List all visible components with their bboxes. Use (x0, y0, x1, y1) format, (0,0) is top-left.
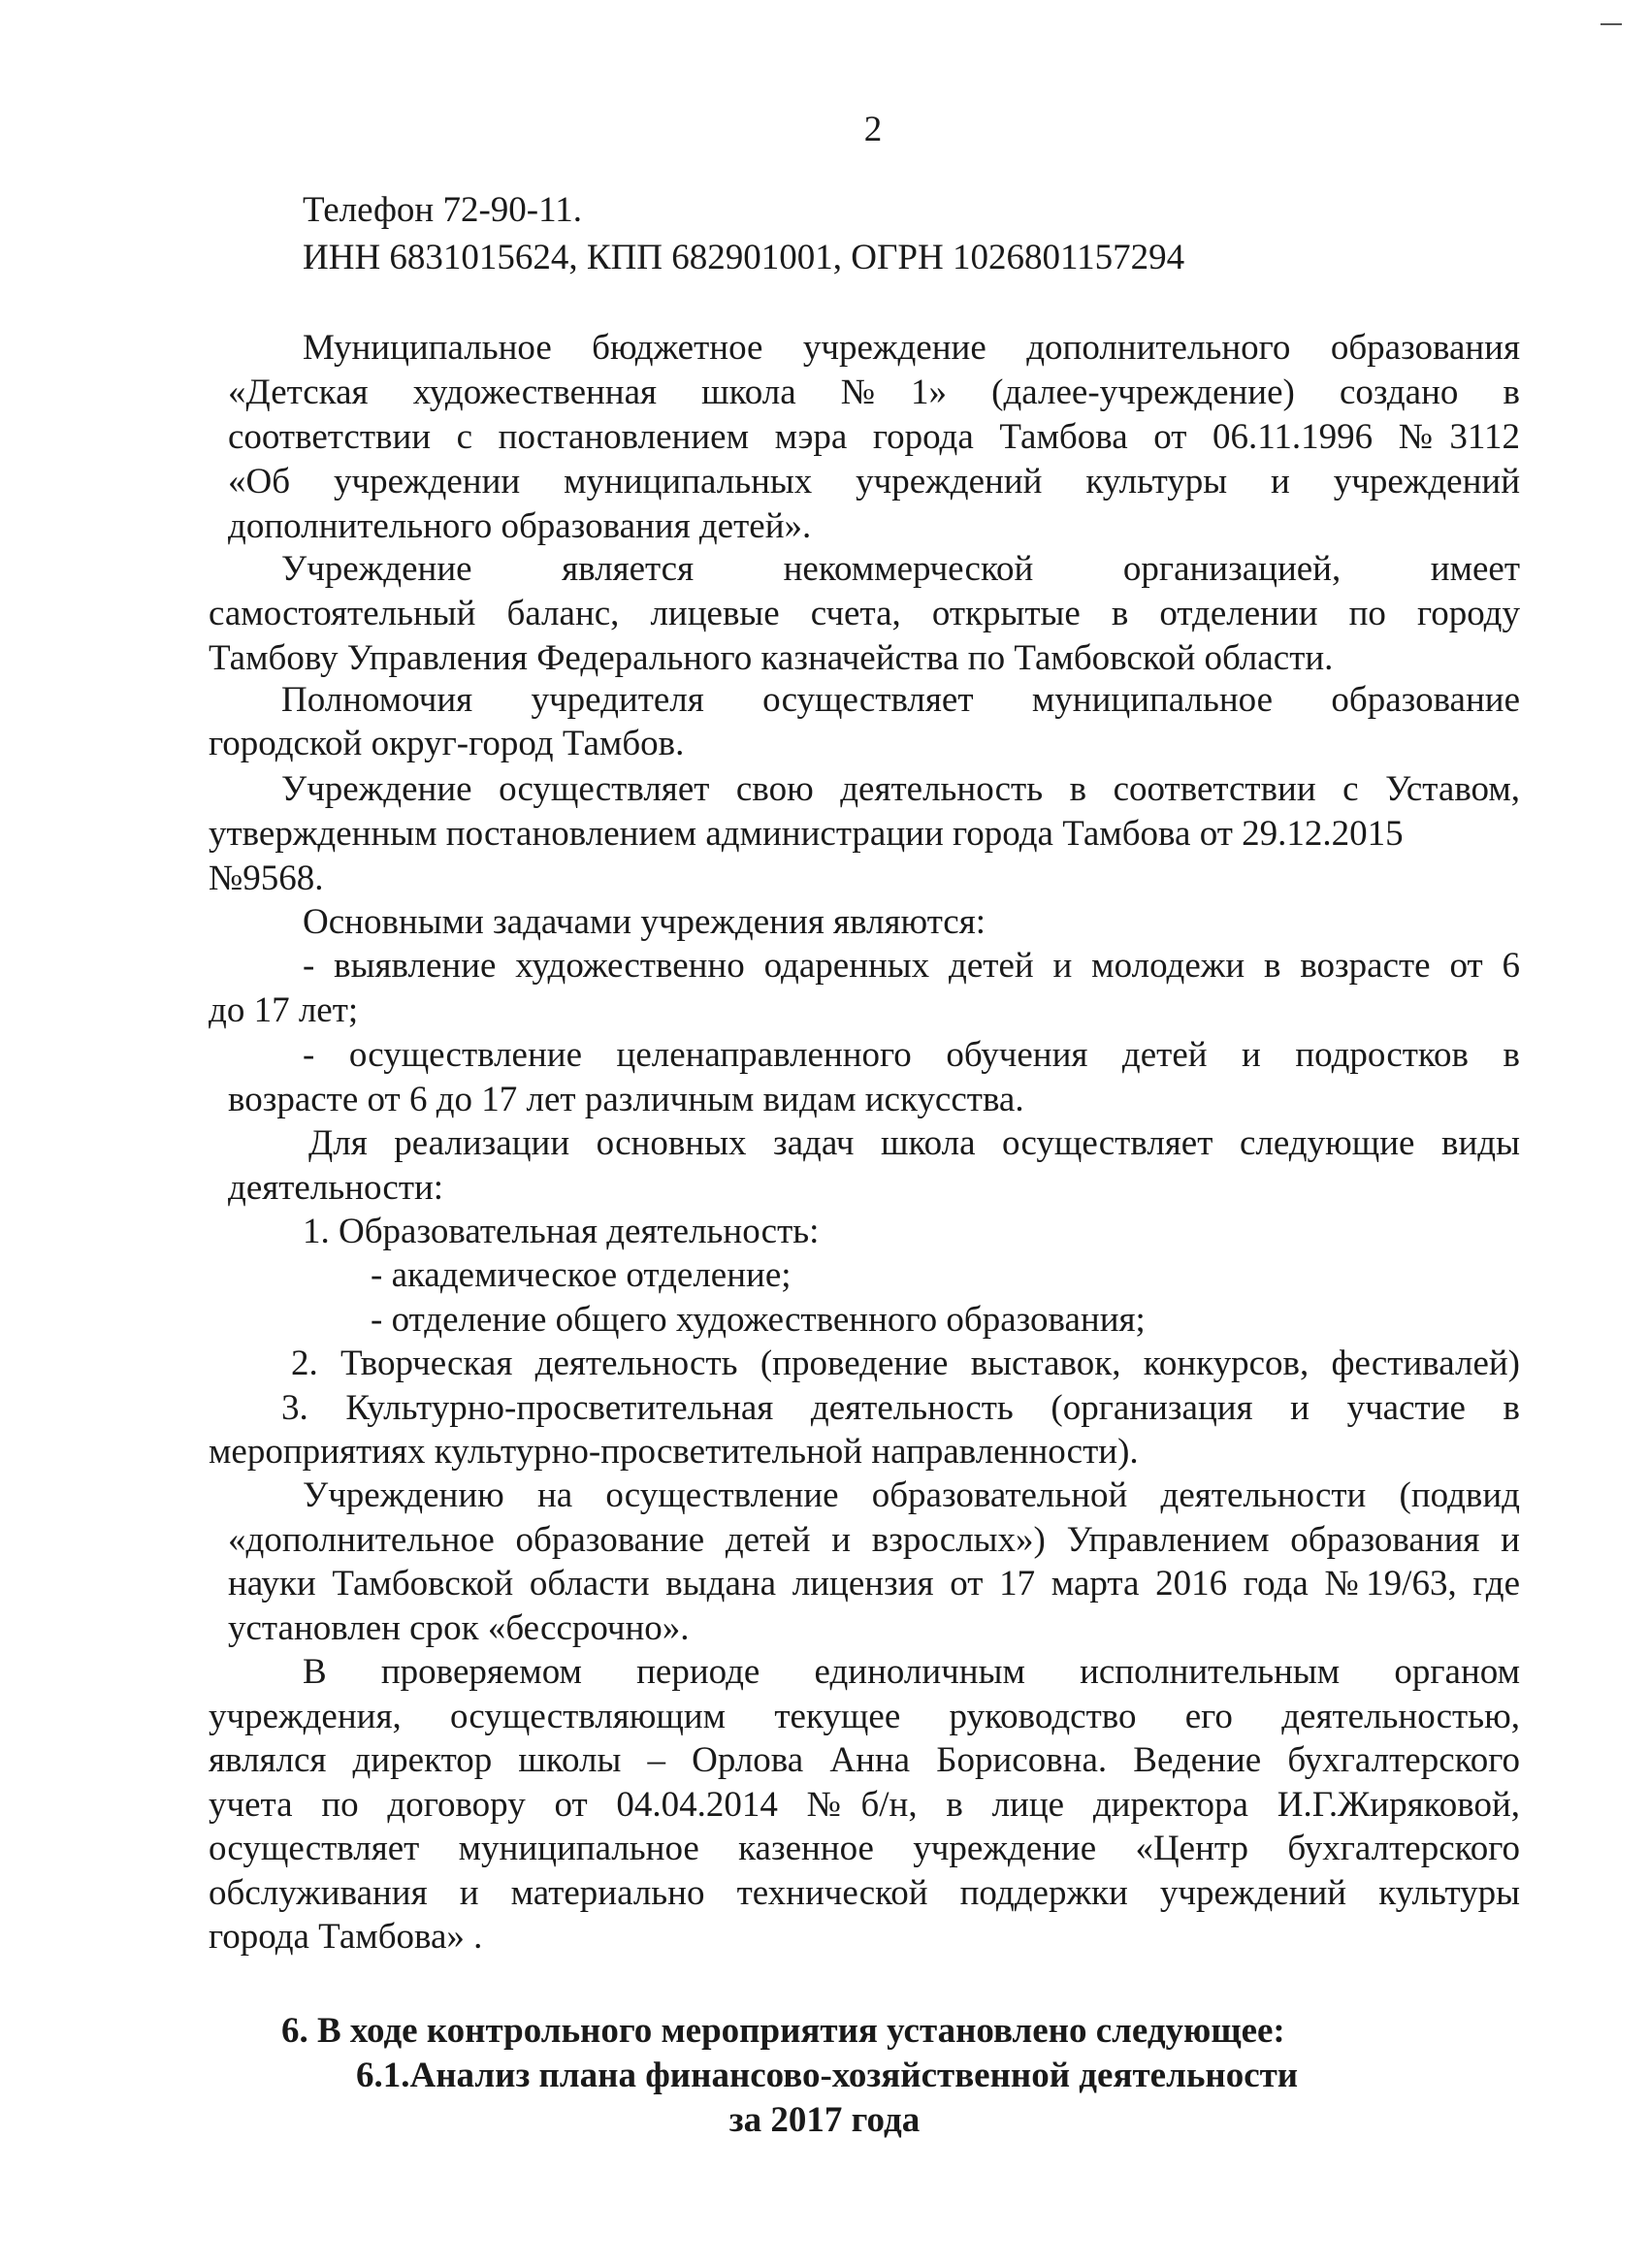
list-item: 2. Творческая деятельность (проведение выставок, конкурсов, фестивалей) (291, 1344, 1520, 1383)
list-item: - отделение общего художественного образования; (371, 1300, 1146, 1340)
text-line: учреждения, осуществляющим текущее руководство его деятельностью, (209, 1697, 1520, 1736)
contact-phone: Телефон 72-90-11. (303, 190, 582, 230)
text-line: самостоятельный баланс, лицевые счета, открытые в отделении по городу (209, 594, 1520, 633)
section-heading: 6. В ходе контрольного мероприятия установлено следующее: (281, 2011, 1285, 2051)
text-line: - осуществление целенаправленного обучения детей и подростков в (303, 1035, 1520, 1075)
contact-ids: ИНН 6831015624, КПП 682901001, ОГРН 1026801157294 (303, 238, 1185, 277)
text-line: Полномочия учредителя осуществляет муниципальное образование (281, 680, 1520, 720)
text-line: осуществляет муниципальное казенное учреждение «Центр бухгалтерского (209, 1829, 1520, 1868)
text-line: соответствии с постановлением мэра города Тамбова от 06.11.1996 №3112 (228, 417, 1520, 457)
text-line: дополнительного образования детей». (228, 506, 812, 546)
text-line: учета по договору от 04.04.2014 №б/н, в лице директора И.Г.Жиряковой, (209, 1785, 1520, 1825)
text-line: возрасте от 6 до 17 лет различным видам искусства. (228, 1080, 1024, 1119)
text-line: В проверяемом периоде единоличным исполнительным органом (303, 1652, 1520, 1692)
text-line: Учреждение осуществляет свою деятельность в соответствии с Уставом, (281, 769, 1520, 809)
subsection-heading-year: за 2017 года (728, 2100, 921, 2140)
list-item: 1. Образовательная деятельность: (303, 1212, 820, 1251)
text-line: обслуживания и материально технической поддержки учреждений культуры (209, 1873, 1520, 1913)
subsection-heading: 6.1.Анализ плана финансово-хозяйственной деятельности (356, 2056, 1299, 2095)
text-line: деятельности: (228, 1168, 444, 1208)
list-item: 3. Культурно-просветительная деятельность (организация и участие в (281, 1388, 1520, 1428)
text-line: науки Тамбовской области выдана лицензия от 17 марта 2016 года №19/63, где (228, 1564, 1520, 1604)
text-line: до 17 лет; (209, 990, 359, 1030)
text-line: города Тамбова» . (209, 1917, 483, 1957)
text-line: городской округ-город Тамбов. (209, 724, 685, 763)
text-line: утвержденным постановлением администрации города Тамбова от 29.12.2015 (209, 814, 1404, 854)
text-line: установлен срок «бессрочно». (228, 1608, 690, 1648)
text-line: «Об учреждении муниципальных учреждений культуры и учреждений (228, 462, 1520, 502)
text-line: «Детская художественная школа №1» (далее-учреждение) создано в (228, 373, 1520, 412)
page-number: 2 (863, 110, 883, 149)
text-line: Основными задачами учреждения являются: (303, 902, 986, 942)
text-line: Для реализации основных задач школа осуществляет следующие виды (308, 1123, 1520, 1163)
text-line: являлся директор школы – Орлова Анна Борисовна. Ведение бухгалтерского (209, 1740, 1520, 1780)
text-line: - выявление художественно одаренных детей и молодежи в возрасте от 6 (303, 946, 1520, 986)
text-line: Учреждение является некоммерческой организацией, имеет (281, 549, 1520, 589)
text-line: мероприятиях культурно-просветительной направленности). (209, 1432, 1139, 1472)
text-line: №9568. (209, 859, 324, 898)
list-item: - академическое отделение; (371, 1255, 792, 1295)
text-line: «дополнительное образование детей и взрослых») Управлением образования и (228, 1520, 1520, 1560)
scan-edge-mark (1600, 23, 1622, 25)
text-line: Муниципальное бюджетное учреждение дополнительного образования (303, 328, 1520, 368)
text-line: Тамбову Управления Федерального казначейства по Тамбовской области. (209, 638, 1334, 678)
text-line: Учреждению на осуществление образовательной деятельности (подвид (303, 1475, 1520, 1515)
